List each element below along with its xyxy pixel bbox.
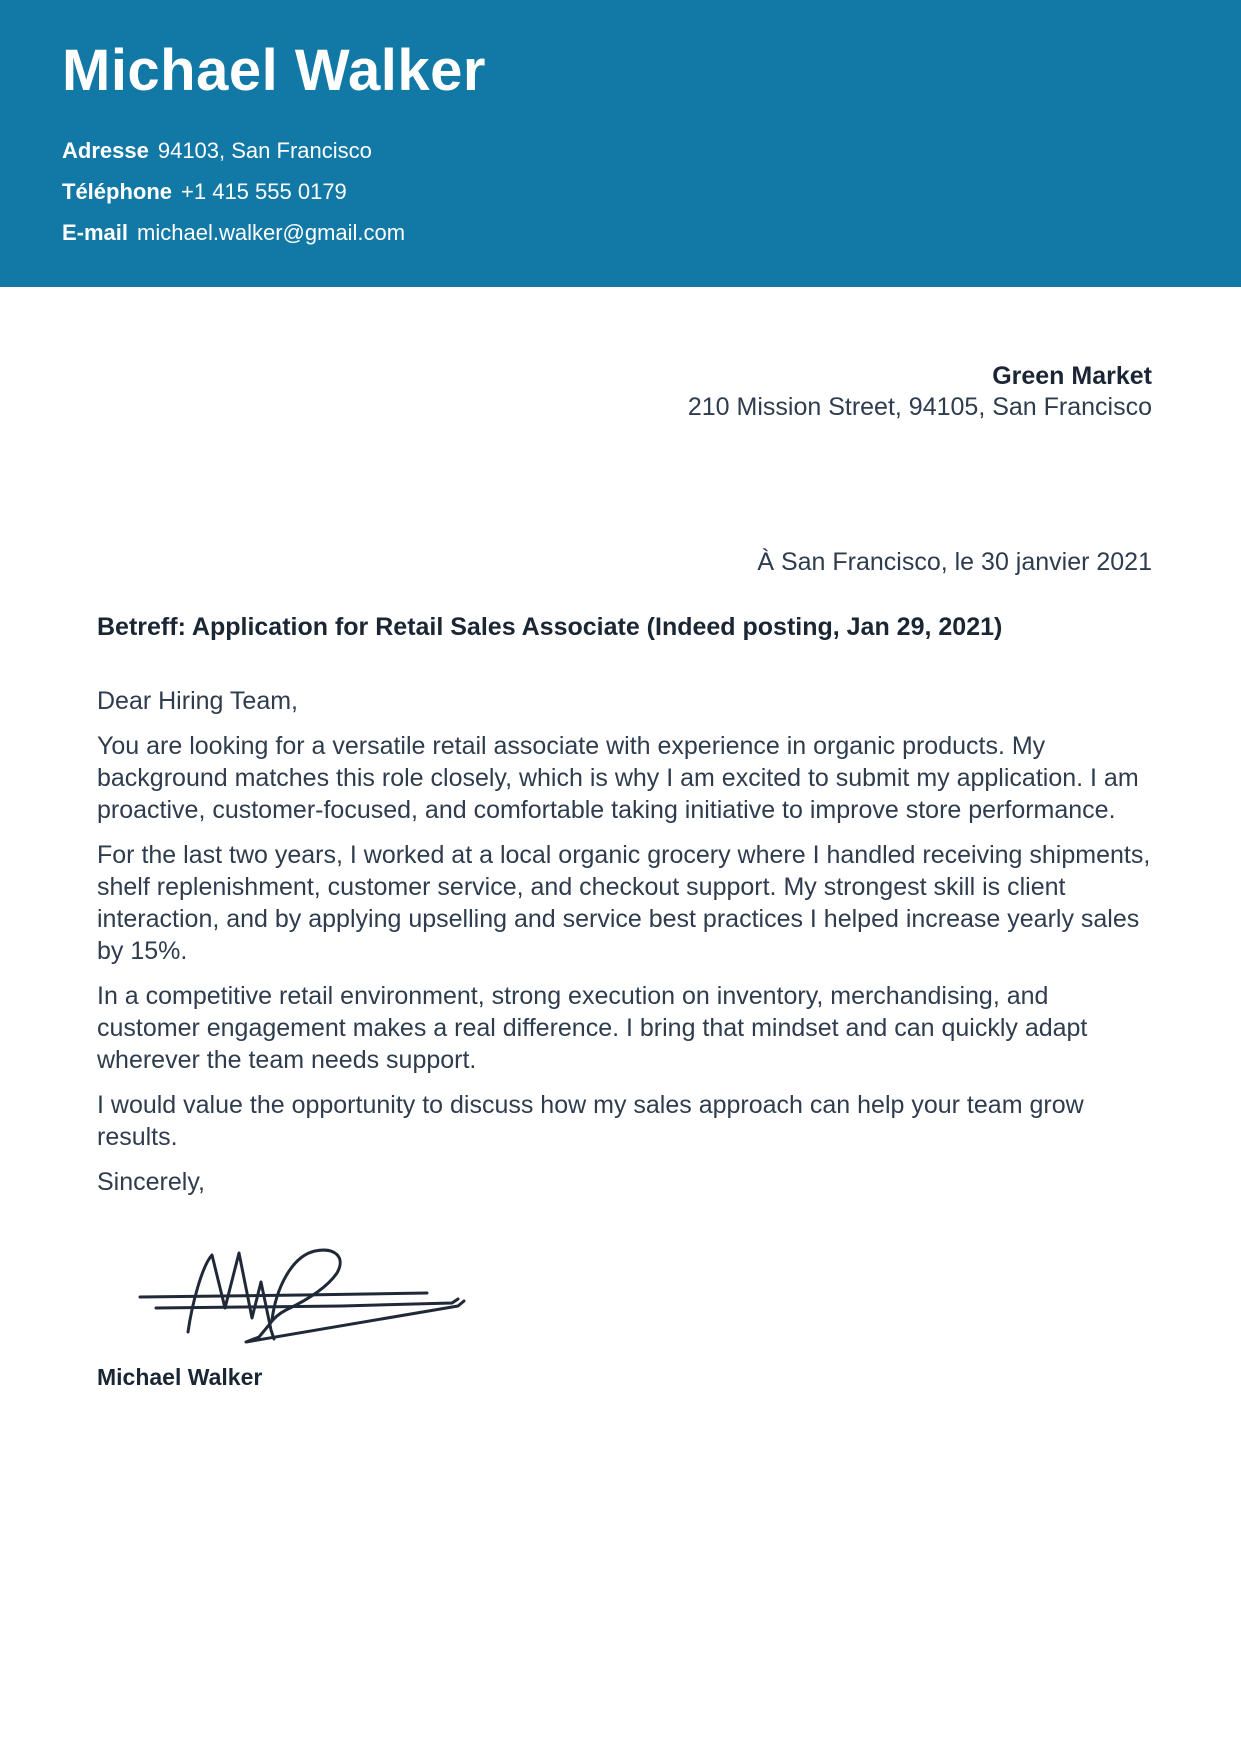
contact-line-address [62,130,1181,171]
contact-value-email: michael.walker@gmail.com [137,220,406,245]
salutation: Dear Hiring Team, [97,687,299,715]
body-paragraph-4: I would value the opportunity to discuss how my sales approach can help your team grow results. [97,1091,1084,1151]
body-paragraph-2: For the last two years, I worked at a local organic grocery where I handled receiving shipments, shelf replenishment, customer service, and checkout support. My strongest skill is client interaction, and by applying upselling and service best practices I helped increase yearly sales by 15%. [97,841,1151,965]
body-paragraph-3: In a competitive retail environment, strong execution on inventory, merchandising, and customer engagement makes a real difference. I bring that mindset and can quickly adapt wherever the team needs support. [97,982,1088,1074]
contact-line-email [62,212,1181,253]
closing: Sincerely, [97,1168,205,1196]
contact-line-phone [62,171,1181,212]
subject-line: Betreff: Application for Retail Sales Associate (Indeed posting, Jan 29, 2021) [97,613,1003,641]
contact-value-address: 94103, San Francisco [157,138,372,163]
signature-name: Michael Walker [97,1364,263,1390]
applicant-name: Michael Walker [62,38,486,103]
contact-list [62,130,1181,253]
body-paragraph-1: You are looking for a versatile retail associate with experience in organic products. My background matches this role closely, which is why I am excited to submit my application. I am proactive, customer-focused, and comfortable taking initiative to improve store performance. [97,732,1139,824]
letter-masthead [0,0,1241,287]
contact-label-email: E-mail [62,220,129,245]
recipient-address: 210 Mission Street, 94105, San Francisco [687,393,1152,421]
recipient-company: Green Market [992,362,1152,390]
recipient-block [97,361,1152,423]
contact-value-phone: +1 415 555 0179 [181,179,347,204]
date-line: À San Francisco, le 30 janvier 2021 [757,548,1152,576]
signature-strike-1 [140,1293,427,1297]
contact-label-phone: Téléphone [62,179,173,204]
letter-body [0,361,1241,1392]
signature-image [122,1242,467,1348]
contact-label-address: Adresse [62,138,149,163]
